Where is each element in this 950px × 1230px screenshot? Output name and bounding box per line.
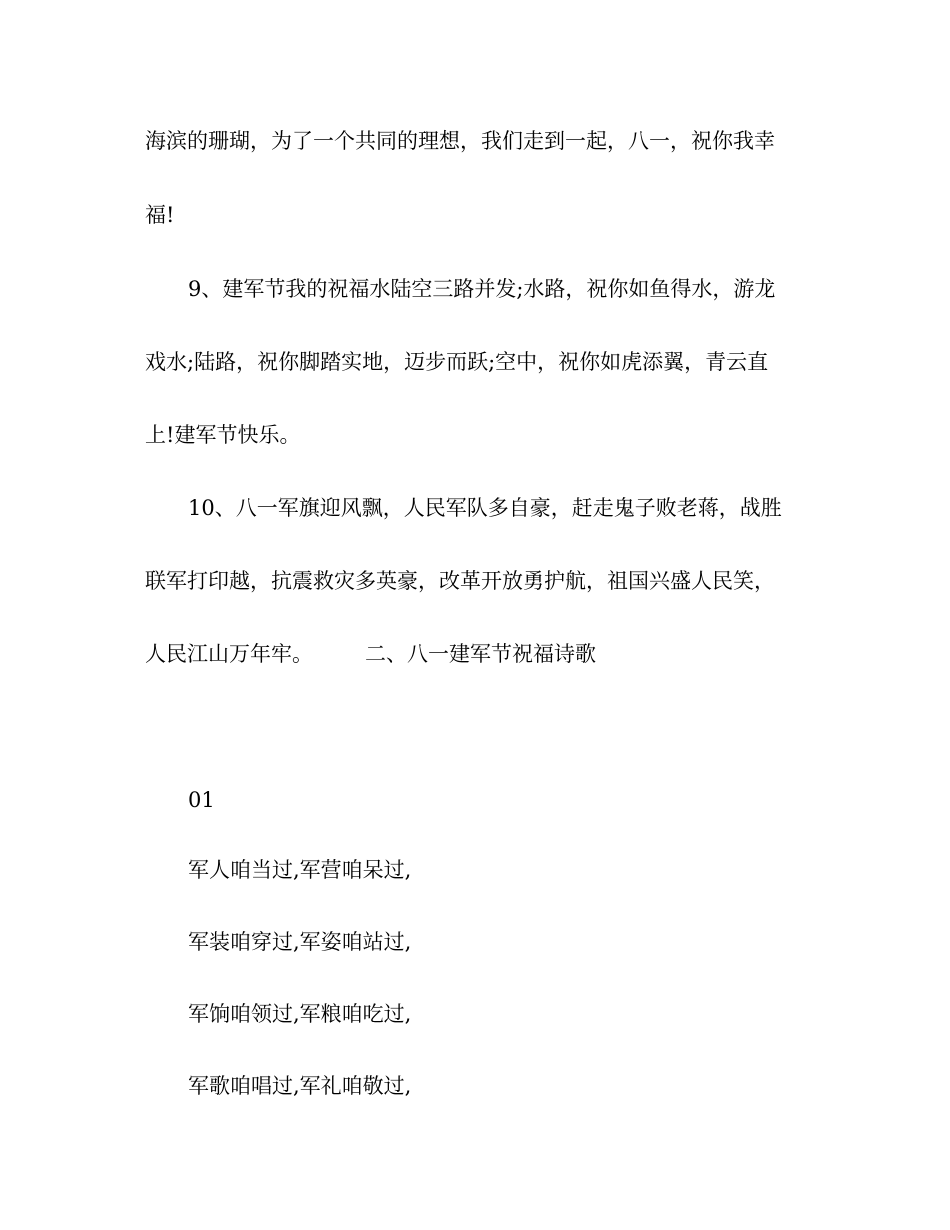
paragraph-10-line-3-text: 人民江山万年牢。 (145, 642, 313, 666)
poem-line-1: 军人咱当过,军营咱呆过, (188, 858, 412, 882)
paragraph-8-line-2: 福! (145, 203, 175, 227)
poem-line-4: 军歌咱唱过,军礼咱敬过, (188, 1074, 412, 1098)
paragraph-9-line-1: 9、建军节我的祝福水陆空三路并发;水路，祝你如鱼得水，游龙 (188, 277, 776, 301)
poem-line-2: 军装咱穿过,军姿咱站过, (188, 930, 412, 954)
paragraph-10-line-3 (145, 639, 805, 669)
section-heading: 二、八一建军节祝福诗歌 (365, 642, 596, 666)
paragraph-8-line-1: 海滨的珊瑚，为了一个共同的理想，我们走到一起，八一，祝你我幸 (145, 129, 775, 153)
poem-line-3: 军饷咱领过,军粮咱吃过, (188, 1002, 412, 1026)
paragraph-9-line-3: 上!建军节快乐。 (145, 423, 301, 447)
paragraph-10-line-2: 联军打印越，抗震救灾多英豪，改革开放勇护航，祖国兴盛人民笑， (145, 569, 775, 593)
poem-number: 01 (188, 788, 215, 812)
paragraph-10-line-1: 10、八一军旗迎风飘，人民军队多自豪，赶走鬼子败老蒋，战胜 (188, 496, 782, 520)
paragraph-9-line-2: 戏水;陆路，祝你脚踏实地，迈步而跃;空中，祝你如虎添翼，青云直 (145, 350, 769, 374)
